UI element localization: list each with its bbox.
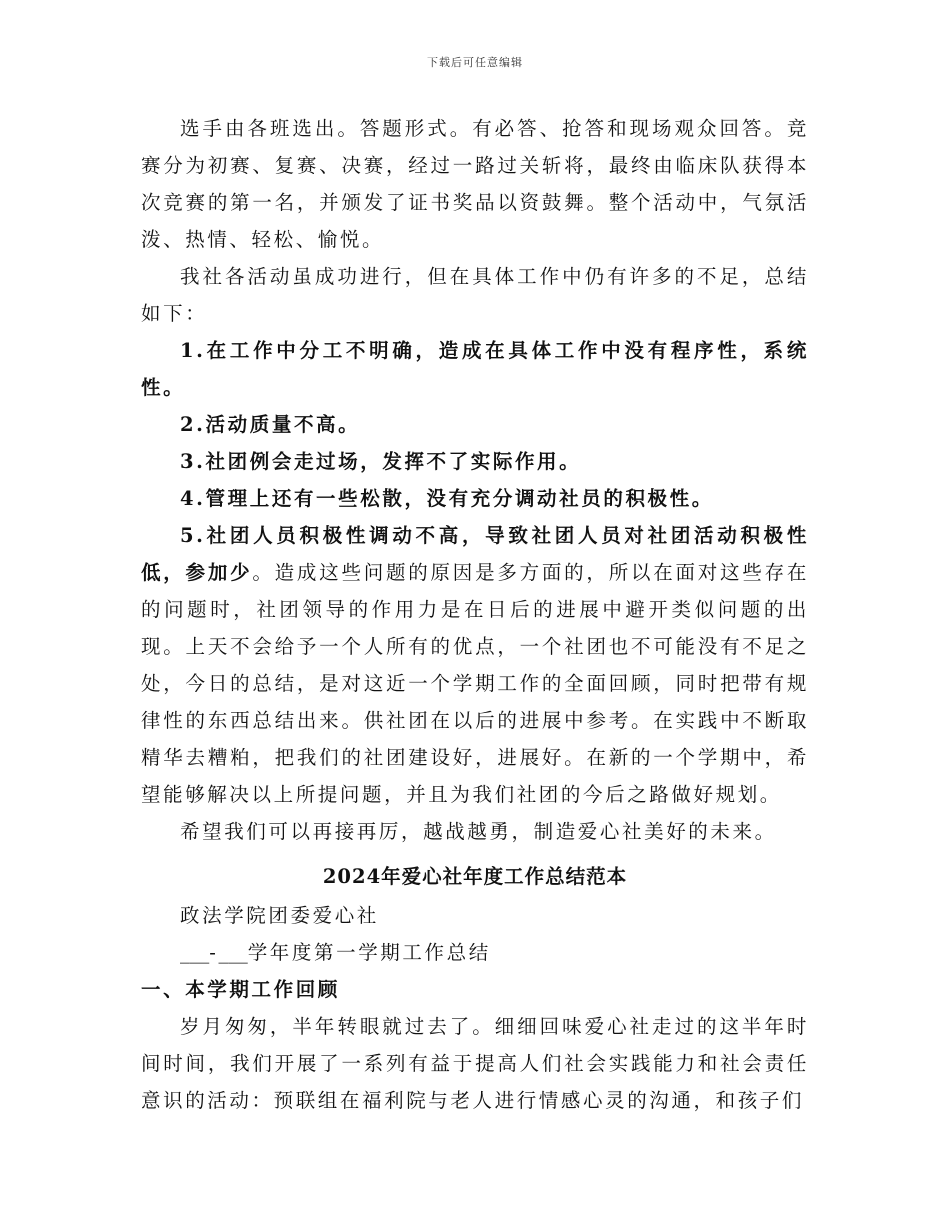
paragraph-competition: 选手由各班选出。答题形式。有必答、抢答和现场观众回答。竞赛分为初赛、复赛、决赛，经过一路过关斩将，最终由临床队获得本次竞赛的第一名，并颁发了证书奖品以资鼓舞。整个活动中，气氛活泼、热情、轻松、愉悦。	[141, 117, 809, 251]
paragraph-summary-intro: 我社各活动虽成功进行，但在具体工作中仍有许多的不足，总结如下：	[141, 265, 809, 325]
list-item-4: 4.管理上还有一些松散，没有充分调动社员的积极性。	[180, 487, 714, 510]
list-item-5-bold: 5.社团人员积极性调动不高，导致社团人员对社团活动积极性低，参加少	[141, 524, 809, 584]
list-item-3: 3.社团例会走过场，发挥不了实际作用。	[180, 450, 582, 473]
section-heading-1: 一、本学期工作回顾	[141, 978, 340, 1001]
list-item-2: 2.活动质量不高。	[180, 413, 361, 436]
organization-name: 政法学院团委爱心社	[180, 904, 379, 927]
paragraph-hope: 希望我们可以再接再厉，越战越勇，制造爱心社美好的未来。	[180, 820, 777, 843]
list-item-1: 1.在工作中分工不明确，造成在具体工作中没有程序性，系统性。	[141, 339, 809, 399]
page-header: 下载后可任意编辑	[427, 56, 523, 69]
term-blank-1: ___	[180, 941, 210, 964]
document-title: 2024年爱心社年度工作总结范本	[322, 865, 628, 888]
list-item-5	[141, 517, 809, 813]
document-body	[141, 110, 809, 1119]
paragraph-review: 岁月匆匆，半年转眼就过去了。细细回味爱心社走过的这半年时间时间，我们开展了一系列有益于提高人们社会实践能力和社会责任意识的活动：预联组在福利院与老人进行情感心灵的沟通，和孩子们	[141, 1015, 809, 1112]
list-item-5-rest: 。造成这些问题的原因是多方面的，所以在面对这些存在的问题时，社团领导的作用力是在日后的进展中避开类似问题的出现。上天不会给予一个人所有的优点，一个社团也不可能没有不足之处，今日的总结，是对这近一个学期工作的全面回顾，同时把带有规律性的东西总结出来。供社团在以后的进展中参考。在实践中不断取精华去糟粕，把我们的社团建设好，进展好。在新的一个学期中，希望能够解决以上所提问题，并且为我们社团的今后之路做好规划。	[141, 561, 809, 806]
term-dash: -	[209, 941, 219, 964]
term-text: 学年度第一学期工作总结	[247, 941, 491, 964]
term-blank-2: ___	[218, 941, 248, 964]
term-line	[141, 934, 809, 971]
